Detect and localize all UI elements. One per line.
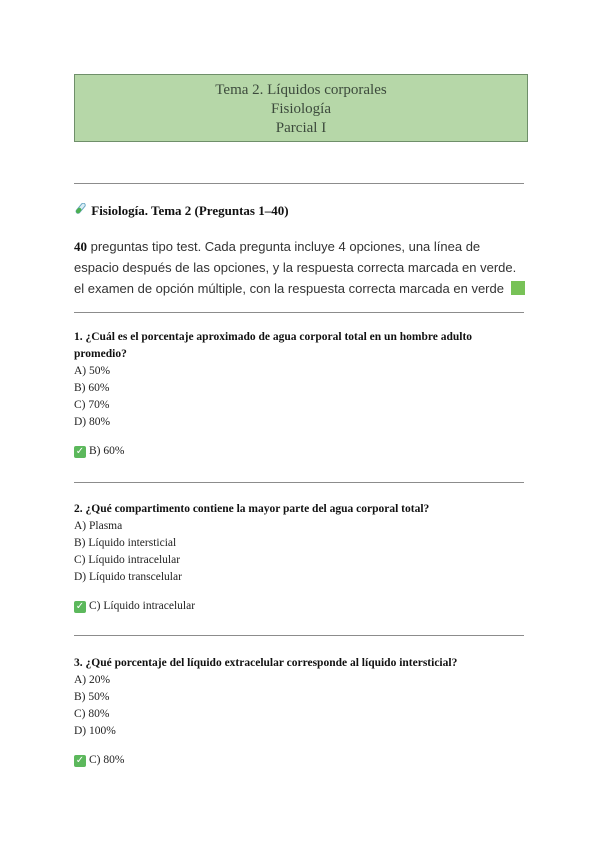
option-d: D) 100% <box>74 725 116 737</box>
section-heading-text: Fisiología. Tema 2 (Preguntas 1–40) <box>91 203 289 218</box>
question-text: 1. ¿Cuál es el porcentaje aproximado de agua corporal total en un hombre adulto promedio? <box>74 331 473 360</box>
option-d: D) 80% <box>74 416 111 428</box>
answer-text: B) 60% <box>89 445 125 457</box>
intro-paragraph <box>74 236 528 299</box>
check-mark-icon: ✓ <box>75 600 85 612</box>
title-subject: Fisiología <box>270 101 331 117</box>
answer-text: C) 80% <box>89 754 125 766</box>
check-mark-icon: ✓ <box>75 445 85 457</box>
divider <box>74 482 524 483</box>
divider <box>74 635 524 636</box>
option-b: B) 60% <box>74 382 110 394</box>
option-c: C) 70% <box>74 399 110 411</box>
option-a: A) 20% <box>74 674 111 686</box>
title-box <box>74 74 528 142</box>
green-square-icon <box>511 281 525 295</box>
divider <box>74 183 524 184</box>
option-a: A) 50% <box>74 365 111 377</box>
question-text: 2. ¿Qué compartimento contiene la mayor parte del agua corporal total? <box>74 503 430 515</box>
question-text: 3. ¿Qué porcentaje del líquido extracelular corresponde al líquido intersticial? <box>74 657 458 669</box>
option-b: B) Líquido intersticial <box>74 537 177 549</box>
question-1 <box>74 329 524 460</box>
question-2 <box>74 501 524 615</box>
correct-answer <box>74 752 524 769</box>
section-heading <box>74 203 289 219</box>
correct-answer <box>74 443 524 460</box>
option-c: C) 80% <box>74 708 110 720</box>
check-mark-icon: ✓ <box>75 754 85 766</box>
title-topic: Tema 2. Líquidos corporales <box>215 82 387 98</box>
option-d: D) Líquido transcelular <box>74 571 182 583</box>
test-tube-icon <box>74 203 88 219</box>
divider <box>74 312 524 313</box>
question-3 <box>74 655 524 769</box>
title-term: Parcial I <box>275 120 327 136</box>
option-b: B) 50% <box>74 691 110 703</box>
option-a: A) Plasma <box>74 520 123 532</box>
correct-answer <box>74 598 524 615</box>
answer-text: C) Líquido intracelular <box>89 600 196 612</box>
question-count: 40 <box>74 239 87 254</box>
option-c: C) Líquido intracelular <box>74 554 181 566</box>
intro-text: preguntas tipo test. Cada pregunta incluye 4 opciones, una línea de espacio después de las opciones, y la respuesta correcta marcada en verde. el examen de opción múltiple, con la respuesta correcta marcada en verde <box>74 239 517 296</box>
